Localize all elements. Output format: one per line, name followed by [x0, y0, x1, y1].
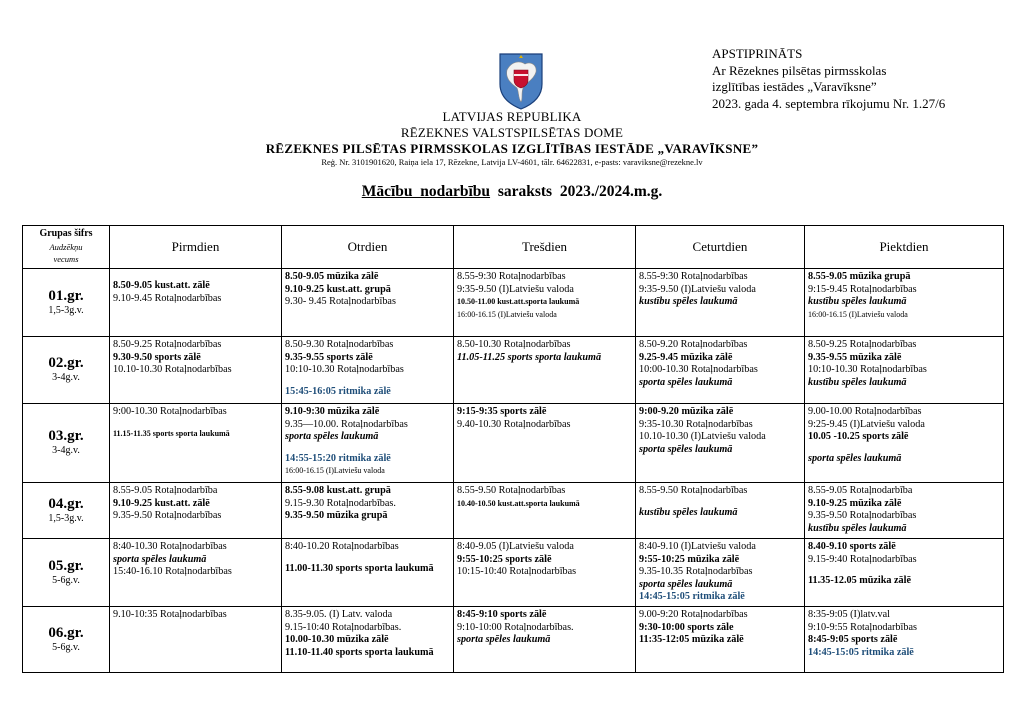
- activity-line: 10.05 -10.25 sports zālē: [808, 431, 909, 443]
- group-age: 1,5-3g.v.: [48, 512, 84, 524]
- activity-line: 9.10-9.45 Rotaļnodarbības: [113, 292, 222, 304]
- table-row: [23, 404, 1004, 483]
- activity-line: 8:40-9.10 (I)Latviešu valoda: [639, 541, 756, 552]
- schedule-cell: [805, 337, 1004, 404]
- activity-line: 8.55-9.05 mūzika grupā: [808, 271, 911, 282]
- activity-line: 8:35-9:05 (I)latv.val: [808, 608, 890, 620]
- schedule-cell: [454, 404, 636, 483]
- activity-line: sporta spēles laukumā: [457, 634, 551, 646]
- activity-line: 10:10-10.30 Rotaļnodarbības: [808, 364, 927, 376]
- activity-line: kustību spēles laukumā: [808, 522, 907, 534]
- activity-line: 9.00-9:20 Rotaļnodarbības: [639, 608, 748, 620]
- activity-line: sporta spēles laukumā: [639, 376, 733, 388]
- spacer: [285, 377, 450, 386]
- spacer: [285, 444, 450, 453]
- activity-line: 8.40-9.10 sports zālē: [808, 541, 896, 552]
- activity-line: 9.10-9.25 kust.att. grupā: [285, 283, 391, 295]
- day-header: Ceturtdien: [636, 226, 805, 269]
- activity-line: 10.00-10.30 mūzika zālē: [285, 634, 389, 646]
- group-age: 5-6g.v.: [52, 641, 80, 653]
- activity-line: sporta spēles laukumā: [285, 431, 379, 443]
- table-row: [23, 337, 1004, 404]
- approval-note: [712, 46, 945, 112]
- contact-line: Reģ. Nr. 3101901620, Raiņa iela 17, Rēzekne, Latvija LV-4601, tālr. 64622831, e-pasts: varaviksne@rezekne.lv: [321, 157, 703, 167]
- activity-line: kustību spēles laukumā: [639, 506, 738, 518]
- activity-line: 8:40-10.20 Rotaļnodarbības: [285, 541, 399, 552]
- activity-line: 9.35-9.50 mūzika grupā: [285, 510, 388, 522]
- group-age: 5-6g.v.: [52, 574, 80, 586]
- activity-line: 9:00-10.30 Rotaļnodarbības: [113, 406, 227, 417]
- activity-line: sporta spēles laukumā: [808, 452, 902, 464]
- activity-line: 9.35-9.55 mūzika zālē: [808, 351, 902, 363]
- coat-of-arms-icon: [497, 52, 545, 110]
- schedule-cell: [282, 404, 454, 483]
- schedule-cell: [454, 269, 636, 337]
- activity-line: sporta spēles laukumā: [113, 553, 207, 565]
- day-header: Trešdien: [454, 226, 636, 269]
- council-name: RĒZEKNES VALSTSPILSĒTAS DOME: [400, 125, 624, 140]
- schedule-cell: [805, 269, 1004, 337]
- activity-line: 8:45-9:10 sports zālē: [457, 608, 547, 620]
- activity-line: 10:00-10.30 Rotaļnodarbības: [639, 364, 758, 376]
- group-header: [23, 226, 110, 269]
- page-title: [0, 183, 1024, 201]
- activity-line: 9:35-9.50 (I)Latviešu valoda: [639, 283, 756, 295]
- table-row: [23, 539, 1004, 607]
- schedule-cell: [110, 337, 282, 404]
- schedule-cell: [282, 269, 454, 337]
- activity-line: 8:40-10.30 Rotaļnodarbības: [113, 541, 227, 552]
- day-header: Pirmdien: [110, 226, 282, 269]
- schedule-cell: [110, 269, 282, 337]
- activity-line: 11:35-12:05 mūzika zālē: [639, 634, 744, 646]
- activity-line: 9:10-10:00 Rotaļnodarbības.: [457, 621, 574, 633]
- spacer: [113, 271, 278, 280]
- schedule-cell: [282, 539, 454, 607]
- activity-line: 9.35—10.00. Rotaļnodarbības: [285, 418, 408, 430]
- group-age: 3-4g.v.: [52, 445, 80, 457]
- schedule-cell: [454, 606, 636, 672]
- activity-line: 11.00-11.30 sports sporta laukumā: [285, 562, 434, 574]
- schedule-cell: [454, 337, 636, 404]
- activity-line: 8.55-9:30 Rotaļnodarbības: [639, 271, 748, 282]
- activity-line: 9.10-9.25 mūzika zālē: [808, 497, 902, 509]
- activity-line: 9:00-9.20 mūzika zālē: [639, 406, 734, 417]
- group-number: 01.gr.: [48, 287, 84, 304]
- group-number: 02.gr.: [48, 355, 84, 372]
- schedule-cell: [636, 483, 805, 539]
- activity-line: 9:35-10.30 Rotaļnodarbības: [639, 418, 753, 430]
- day-header: Otrdien: [282, 226, 454, 269]
- activity-line: 9:55-10:25 sports zālē: [457, 553, 552, 565]
- group-cell: [23, 337, 110, 404]
- activity-line: 9.10-9.25 kust.att. zālē: [113, 497, 210, 509]
- activity-line: 11.15-11.35 sports sporta laukumā: [113, 428, 230, 438]
- activity-line: 9:15-9.45 Rotaļnodarbības: [808, 283, 917, 295]
- activity-line: 8.55-9.05 Rotaļnodarbība: [113, 485, 218, 496]
- activity-line: 9.10-10:35 Rotaļnodarbības: [113, 608, 227, 620]
- table-row: [23, 483, 1004, 539]
- approval-line: Ar Rēzeknes pilsētas pirmsskolas: [712, 62, 887, 78]
- schedule-cell: [110, 404, 282, 483]
- spacer: [639, 498, 801, 507]
- schedule-cell: [805, 606, 1004, 672]
- activity-line: 11.35-12.05 mūzika zālē: [808, 575, 911, 587]
- activity-line: sporta spēles laukumā: [639, 578, 733, 590]
- schedule-cell: [636, 539, 805, 607]
- activity-line: 8.55-9:30 Rotaļnodarbības: [457, 271, 566, 282]
- day-header: Piektdien: [805, 226, 1004, 269]
- spacer: [808, 566, 1000, 575]
- activity-line: 9:15-9:35 sports zālē: [457, 406, 547, 417]
- activity-line: kustību spēles laukumā: [808, 376, 907, 388]
- group-cell: [23, 606, 110, 672]
- schedule-cell: [110, 539, 282, 607]
- approval-line: APSTIPRINĀTS: [712, 46, 803, 61]
- country-name: LATVIJAS REPUBLIKA: [442, 109, 582, 124]
- activity-line: 11.05-11.25 sports sporta laukumā: [457, 351, 602, 363]
- group-code-label: Grupas šifrs: [39, 228, 93, 240]
- activity-line: 14:45-15:05 ritmika zālē: [639, 591, 745, 603]
- activity-line: 9.30-9.50 sports zālē: [113, 351, 201, 363]
- schedule-cell: [805, 539, 1004, 607]
- activity-line: 14:55-15:20 ritmika zālē: [285, 452, 391, 464]
- activity-line: 8.55-9.05 Rotaļnodarbība: [808, 485, 913, 496]
- activity-line: 9:55-10:25 mūzika zālē: [639, 553, 740, 565]
- activity-line: 8.50-9.05 mūzika zālē: [285, 271, 379, 282]
- schedule-cell: [454, 539, 636, 607]
- age-label-2: vecums: [53, 254, 79, 265]
- activity-line: 10.50-11.00 kust.att.sporta laukumā: [457, 297, 580, 307]
- group-age: 1,5-3g.v.: [48, 304, 84, 316]
- activity-line: sporta spēles laukumā: [639, 443, 733, 455]
- activity-line: 9.15-9.30 Rotaļnodarbības.: [285, 497, 396, 509]
- schedule-cell: [282, 606, 454, 672]
- schedule-cell: [636, 606, 805, 672]
- group-cell: [23, 483, 110, 539]
- activity-line: 8.50-9.25 Rotaļnodarbības: [113, 339, 222, 350]
- group-number: 03.gr.: [48, 428, 84, 445]
- activity-line: 8:40-9.05 (I)Latviešu valoda: [457, 541, 574, 552]
- activity-line: 16:00-16.15 (I)Latviešu valoda: [808, 309, 908, 319]
- activity-line: 15:40-16.10 Rotaļnodarbības: [113, 566, 232, 578]
- spacer: [285, 554, 450, 563]
- activity-line: 10.10-10.30 Rotaļnodarbības: [113, 364, 232, 376]
- activity-line: 11.10-11.40 sports sporta laukumā: [285, 646, 434, 658]
- schedule-cell: [110, 483, 282, 539]
- activity-line: 9.35-10.35 Rotaļnodarbības: [639, 566, 753, 578]
- activity-line: 9:30-10:00 sports zāle: [639, 621, 734, 633]
- activity-line: 9.35-9.50 Rotaļnodarbības: [113, 510, 222, 522]
- spacer: [113, 419, 278, 428]
- activity-line: 8.50-9.05 kust.att. zālē: [113, 280, 210, 291]
- activity-line: 8:45-9:05 sports zālē: [808, 634, 898, 646]
- schedule-cell: [636, 337, 805, 404]
- activity-line: 10.10-10.30 (I)Latviešu valoda: [639, 431, 766, 443]
- activity-line: 10.40-10.50 kust.att.sporta laukumā: [457, 498, 580, 508]
- activity-line: 9:35-9.50 (I)Latviešu valoda: [457, 283, 574, 295]
- group-cell: [23, 269, 110, 337]
- group-age: 3-4g.v.: [52, 372, 80, 384]
- schedule-cell: [805, 483, 1004, 539]
- activity-line: 9.00-10.00 Rotaļnodarbības: [808, 406, 922, 417]
- activity-line: kustību spēles laukumā: [639, 296, 738, 308]
- title-underlined: Mācību nodarbību: [361, 183, 491, 200]
- activity-line: 9.10-9:30 mūzika zālē: [285, 406, 380, 417]
- group-number: 06.gr.: [48, 624, 84, 641]
- activity-line: 8.35-9.05. (I) Latv. valoda: [285, 608, 393, 620]
- schedule-cell: [282, 483, 454, 539]
- activity-line: 8.50-9.20 Rotaļnodarbības: [639, 339, 748, 350]
- group-cell: [23, 539, 110, 607]
- activity-line: 8.55-9.08 kust.att. grupā: [285, 485, 391, 496]
- activity-line: 10:10-10.30 Rotaļnodarbības: [285, 364, 404, 376]
- schedule-cell: [636, 269, 805, 337]
- activity-line: 8.50-9.30 Rotaļnodarbības: [285, 339, 394, 350]
- schedule-cell: [805, 404, 1004, 483]
- activity-line: 9:10-9:55 Rotaļnodarbības: [808, 621, 917, 633]
- activity-line: 10:15-10:40 Rotaļnodarbības: [457, 566, 577, 578]
- activity-line: 16:00-16.15 (I)Latviešu valoda: [457, 309, 557, 319]
- institution-name: RĒZEKNES PILSĒTAS PIRMSSKOLAS IZGLĪTĪBAS IESTĀDE „VARAVĪKSNE”: [265, 141, 759, 156]
- activity-line: 14:45-15:05 ritmika zālē: [808, 646, 914, 658]
- activity-line: 8.55-9.50 Rotaļnodarbības: [639, 485, 748, 496]
- activity-line: 8.50-9.25 Rotaļnodarbības: [808, 339, 917, 350]
- activity-line: 8.55-9.50 Rotaļnodarbības: [457, 485, 566, 496]
- table-row: [23, 269, 1004, 337]
- activity-line: 9.15-9:40 Rotaļnodarbības: [808, 553, 917, 565]
- table-row: [23, 606, 1004, 672]
- approval-line: izglītības iestādes „Varavīksne”: [712, 79, 877, 94]
- activity-line: 9.15-10:40 Rotaļnodarbības.: [285, 621, 402, 633]
- age-label: Audzēkņu: [49, 241, 83, 252]
- group-number: 04.gr.: [48, 495, 84, 512]
- activity-line: 9.35-9.50 Rotaļnodarbības: [808, 510, 917, 522]
- schedule-table: [22, 225, 1004, 673]
- activity-line: 8.50-10.30 Rotaļnodarbības: [457, 339, 571, 350]
- group-number: 05.gr.: [48, 557, 84, 574]
- activity-line: 9.40-10.30 Rotaļnodarbības: [457, 418, 571, 430]
- group-cell: [23, 404, 110, 483]
- activity-line: kustību spēles laukumā: [808, 296, 907, 308]
- table-header-row: [23, 226, 1004, 269]
- schedule-cell: [110, 606, 282, 672]
- activity-line: 15:45-16:05 ritmika zālē: [285, 385, 391, 397]
- activity-line: 9.30- 9.45 Rotaļnodarbības: [285, 296, 396, 308]
- activity-line: 9:25-9.45 (I)Latviešu valoda: [808, 418, 925, 430]
- title-rest: saraksts 2023./2024.m.g.: [490, 183, 663, 200]
- schedule-cell: [454, 483, 636, 539]
- schedule-cell: [282, 337, 454, 404]
- spacer: [808, 444, 1000, 453]
- approval-line: 2023. gada 4. septembra rīkojumu Nr. 1.27/6: [712, 95, 946, 111]
- activity-line: 9.35-9.55 sports zālē: [285, 351, 373, 363]
- schedule-cell: [636, 404, 805, 483]
- activity-line: 9.25-9.45 mūzika zālē: [639, 351, 733, 363]
- activity-line: 16:00-16.15 (I)Latviešu valoda: [285, 466, 385, 476]
